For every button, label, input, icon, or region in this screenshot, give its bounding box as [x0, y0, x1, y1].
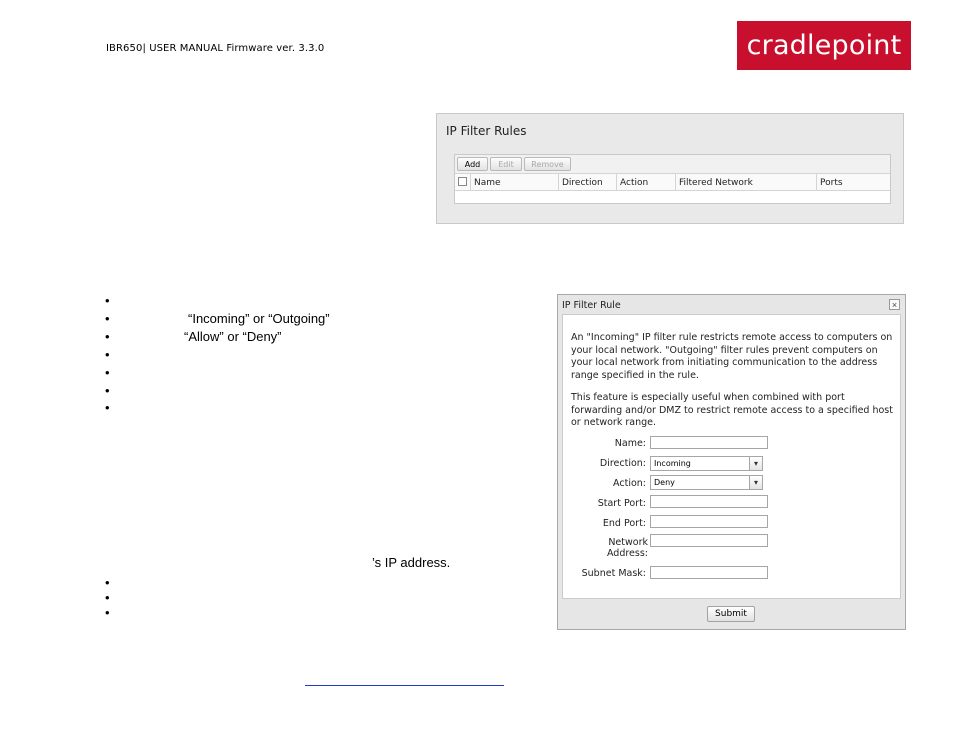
add-button[interactable]: Add: [457, 157, 488, 171]
column-filtered-network[interactable]: Filtered Network: [679, 178, 753, 188]
manual-header: IBR650| USER MANUAL Firmware ver. 3.3.0: [106, 43, 325, 54]
column-divider: [675, 174, 676, 191]
name-input[interactable]: [650, 436, 768, 449]
network-address-label: Network Address:: [606, 537, 648, 559]
start-port-label: Start Port:: [597, 498, 646, 509]
dialog-title: IP Filter Rule: [562, 300, 621, 311]
edit-button[interactable]: Edit: [490, 157, 522, 171]
direction-selected-value: Incoming: [654, 459, 691, 468]
bullet-marker: •: [105, 590, 110, 605]
column-divider: [558, 174, 559, 191]
rules-grid: [454, 154, 891, 204]
end-port-label: End Port:: [602, 518, 646, 529]
remove-button[interactable]: Remove: [524, 157, 571, 171]
column-divider: [816, 174, 817, 191]
dialog-body: [562, 314, 901, 599]
action-options-text: “Allow” or “Deny”: [184, 329, 282, 344]
dialog-description: An "Incoming" IP filter rule restricts remote access to computers on your local network. "Outgoing" filter rules prevent computers on your local network from initiating communication to the address range specified in the rule.: [571, 332, 893, 381]
hyperlink-underline[interactable]: [305, 685, 504, 686]
column-divider: [616, 174, 617, 191]
direction-label: Direction:: [599, 458, 646, 469]
direction-options-text: “Incoming” or “Outgoing”: [188, 311, 330, 326]
start-port-input[interactable]: [650, 495, 768, 508]
action-select[interactable]: [650, 475, 763, 490]
bullet-marker: •: [105, 365, 110, 380]
rules-panel-title: IP Filter Rules: [446, 124, 527, 138]
ip-filter-rule-dialog: [557, 294, 906, 630]
end-port-input[interactable]: [650, 515, 768, 528]
network-address-input[interactable]: [650, 534, 768, 547]
action-label: Action:: [613, 478, 646, 489]
bullet-marker: •: [105, 400, 110, 415]
ip-filter-rules-panel: [436, 113, 904, 224]
select-all-checkbox[interactable]: [458, 177, 467, 186]
close-icon[interactable]: ×: [889, 299, 900, 310]
column-name[interactable]: Name: [474, 178, 501, 188]
chevron-down-icon: ▾: [749, 457, 762, 470]
column-action[interactable]: Action: [620, 178, 649, 188]
cradlepoint-logo: cradlepoint: [737, 21, 911, 70]
bullet-marker: •: [105, 575, 110, 590]
subnet-mask-label: Subnet Mask:: [581, 568, 646, 579]
rules-toolbar: [455, 155, 890, 174]
direction-select[interactable]: [650, 456, 763, 471]
bullet-marker: •: [105, 347, 110, 362]
action-selected-value: Deny: [654, 478, 675, 487]
rules-column-header: [455, 174, 890, 191]
dialog-note: This feature is especially useful when combined with port forwarding and/or DMZ to restrict remote access to a specified host or network range.: [571, 392, 893, 428]
bullet-marker: •: [105, 383, 110, 398]
bullet-marker: •: [105, 311, 110, 326]
column-divider: [470, 174, 471, 191]
subnet-mask-input[interactable]: [650, 566, 768, 579]
chevron-down-icon: ▾: [749, 476, 762, 489]
column-ports[interactable]: Ports: [820, 178, 843, 188]
column-direction[interactable]: Direction: [562, 178, 603, 188]
submit-button[interactable]: Submit: [707, 606, 755, 622]
bullet-marker: •: [105, 293, 110, 308]
ip-address-fragment: ’s IP address.: [372, 555, 451, 570]
name-label: Name:: [614, 438, 646, 449]
bullet-marker: •: [105, 329, 110, 344]
bullet-marker: •: [105, 605, 110, 620]
